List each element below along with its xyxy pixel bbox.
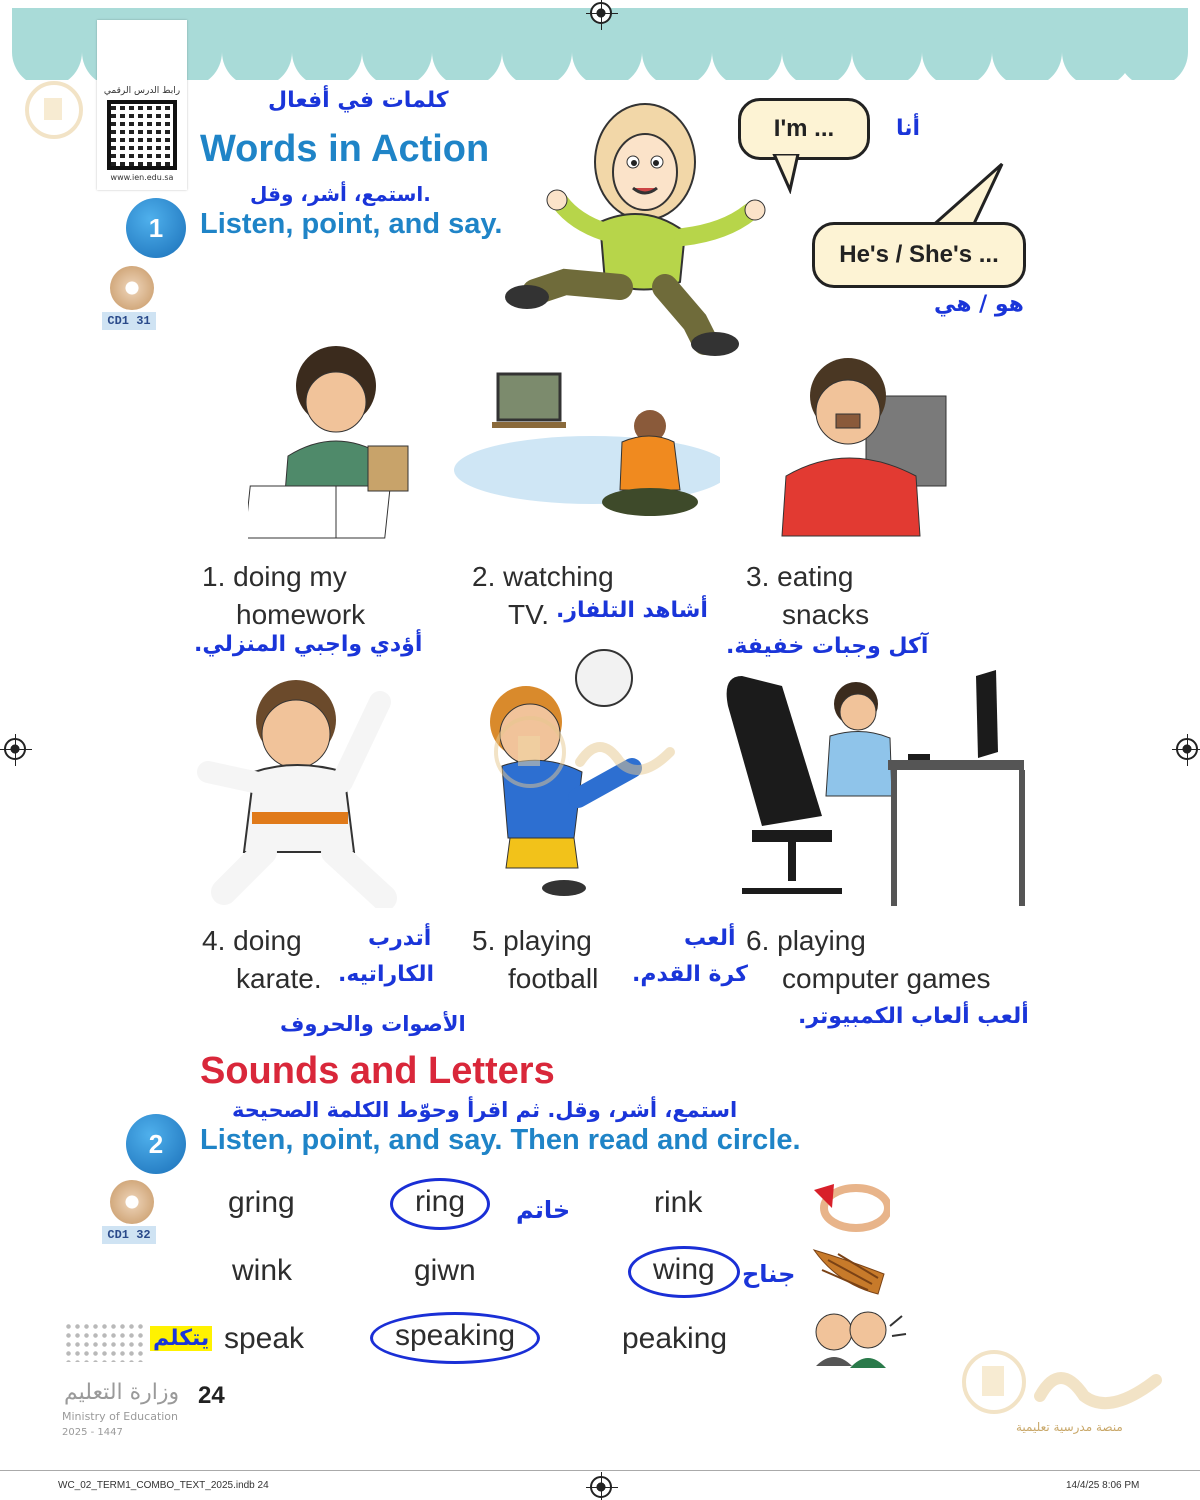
activity-3-arabic: آكل وجبات خفيفة. [726, 634, 929, 659]
activity-5-line1: playing [503, 925, 592, 956]
activity-6-line1: playing [777, 925, 866, 956]
watermark-logo-icon [24, 80, 94, 140]
activity-4-arabic-1: أتدرب [368, 926, 432, 951]
activity-6-caption [746, 922, 991, 998]
activity-5-arabic-2: كرة القدم. [632, 962, 748, 987]
bubble-tail-2-icon [920, 160, 1010, 230]
activity-5-arabic-1: ألعب [684, 926, 736, 951]
word-option[interactable]: rink [654, 1186, 703, 1219]
activity-4-number: 4. [202, 925, 226, 956]
activity-1-caption [202, 558, 365, 634]
watermark-bottom-right-icon [960, 1340, 1170, 1420]
activity-2-number: 2. [472, 561, 496, 592]
word-option[interactable]: speak [224, 1322, 305, 1355]
activity-6-number: 6. [746, 925, 770, 956]
activity-1-line2: homework [236, 599, 366, 630]
qr-code-icon [107, 100, 177, 170]
word-option[interactable]: giwn [414, 1254, 476, 1287]
running-girl-illustration [505, 92, 775, 362]
boy-playing-computer-games-illustration [722, 666, 1028, 912]
activity-4-line2: karate. [236, 963, 322, 994]
bubble-2-arabic: هو / هي [934, 292, 1024, 317]
speech-bubble-im: I'm ... [738, 98, 870, 160]
exercise-2-instruction: Listen, point, and say. Then read and circle. [200, 1124, 801, 1156]
exercise-2-number: 2 [126, 1114, 186, 1174]
activity-6-line2: computer games [782, 963, 991, 994]
word-option[interactable]: wink [232, 1254, 293, 1287]
boy-doing-karate-illustration [184, 662, 434, 908]
watermark-text: منصة مدرسية تعليمية [1016, 1420, 1123, 1434]
footer-divider [0, 1470, 1200, 1471]
sounds-title: Sounds and Letters [200, 1050, 555, 1092]
word-option[interactable]: peaking [622, 1322, 728, 1355]
print-timestamp: 14/4/25 8:06 PM [1066, 1480, 1140, 1491]
activity-1-arabic: أؤدي واجبي المنزلي. [194, 632, 423, 657]
wing-icon [808, 1244, 890, 1302]
qr-code-card[interactable] [97, 20, 187, 190]
exercise-1-instruction-arabic: استمع، أشر، وقل. [250, 182, 431, 206]
audio-cd-2[interactable] [102, 1180, 156, 1246]
title-arabic: كلمات في أفعال [268, 88, 449, 113]
activity-5-caption [472, 922, 598, 998]
exercise-1-number: 1 [126, 198, 186, 258]
activity-3-number: 3. [746, 561, 770, 592]
activity-2-line2: TV. [508, 599, 549, 630]
activity-1-number: 1. [202, 561, 226, 592]
registration-mark-right [1176, 738, 1198, 760]
speech-bubble-he-she: He's / She's ... [812, 222, 1026, 288]
sounds-title-arabic: الأصوات والحروف [280, 1012, 466, 1036]
row-3-arabic: يتكلم [150, 1326, 212, 1351]
activity-2-arabic: أشاهد التلفاز. [556, 598, 708, 623]
boy-doing-homework-illustration [248, 336, 424, 552]
cd-icon [110, 1180, 154, 1224]
registration-mark-left [4, 738, 26, 760]
activity-2-line1: watching [503, 561, 614, 592]
registration-mark-bottom [590, 1476, 612, 1498]
people-talking-icon [806, 1306, 910, 1372]
activity-3-line2: snacks [782, 599, 870, 630]
ministry-year: 2025 - 1447 [62, 1427, 123, 1438]
ministry-name-arabic: وزارة التعليم [64, 1380, 180, 1405]
cd-label: CD1 31 [102, 312, 156, 330]
word-option[interactable]: gring [228, 1186, 295, 1219]
activity-3-caption [746, 558, 869, 634]
watermark-center-icon [490, 712, 700, 792]
activity-5-number: 5. [472, 925, 496, 956]
activity-3-line1: eating [777, 561, 854, 592]
cd-icon [110, 266, 154, 310]
bubble-tail-icon [770, 154, 810, 194]
cd-label: CD1 32 [102, 1226, 156, 1244]
activity-4-caption [202, 922, 322, 998]
page-number: 24 [198, 1382, 225, 1409]
activity-4-line1: doing [233, 925, 302, 956]
activity-5-line2: football [508, 963, 599, 994]
boy-eating-snacks-illustration [766, 336, 956, 546]
word-option-circled[interactable]: wing [628, 1246, 740, 1298]
qr-title: رابط الدرس الرقمي [103, 86, 181, 96]
row-2-arabic: جناح [742, 1260, 796, 1288]
ministry-name: Ministry of Education [62, 1410, 179, 1423]
activity-6-arabic: ألعب ألعاب الكمبيوتر. [798, 1004, 1029, 1029]
word-option-circled[interactable]: speaking [370, 1312, 540, 1364]
file-name: WC_02_TERM1_COMBO_TEXT_2025.indb 24 [58, 1480, 269, 1491]
audio-cd-1[interactable] [102, 266, 156, 332]
ring-icon [808, 1178, 890, 1234]
qr-url: www.ien.edu.sa [110, 173, 174, 182]
activity-4-arabic-2: الكاراتيه. [338, 962, 435, 987]
exercise-1-instruction: Listen, point, and say. [200, 208, 503, 240]
activity-1-line1: doing my [233, 561, 347, 592]
word-option-circled[interactable]: ring [390, 1178, 490, 1230]
bubble-1-arabic: أنا [896, 116, 921, 141]
row-1-arabic: خاتم [516, 1196, 571, 1224]
boy-watching-tv-illustration [452, 370, 720, 530]
moe-dots-logo-icon [64, 1322, 144, 1362]
page-title: Words in Action [200, 128, 490, 170]
registration-mark-top [590, 2, 612, 24]
exercise-2-instruction-arabic: استمع، أشر، وقل. ثم اقرأ وحوّط الكلمة الصحيحة [232, 1098, 738, 1122]
